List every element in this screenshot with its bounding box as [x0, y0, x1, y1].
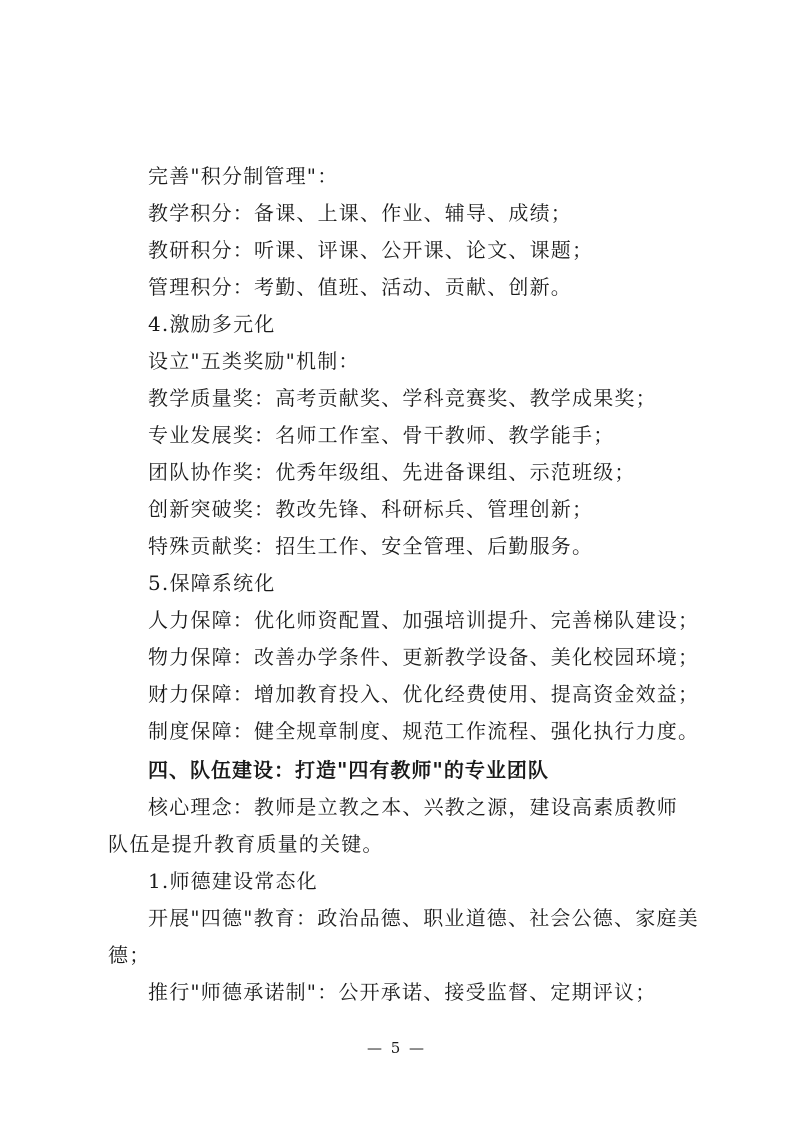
text-line: 设立"五类奖励"机制： — [148, 349, 360, 373]
section-subheading: 5.保障系统化 — [148, 571, 276, 595]
text-line: 完善"积分制管理"： — [148, 164, 339, 188]
page-number: — 5 — — [366, 1039, 427, 1057]
text-line: 核心理念：教师是立教之本、兴教之源，建设高素质教师 — [148, 795, 678, 819]
text-line: 专业发展奖：名师工作室、骨干教师、教学能手； — [148, 423, 615, 447]
text-line: 管理积分：考勤、值班、活动、贡献、创新。 — [148, 275, 572, 299]
section-subheading: 1.师德建设常态化 — [148, 869, 318, 893]
text-line: 财力保障：增加教育投入、优化经费使用、提高资金效益； — [148, 682, 700, 706]
text-line: 教学积分：备课、上课、作业、辅导、成绩； — [148, 201, 572, 225]
text-line: 特殊贡献奖：招生工作、安全管理、后勤服务。 — [148, 534, 594, 558]
text-line: 制度保障：健全规章制度、规范工作流程、强化执行力度。 — [148, 719, 700, 743]
text-line: 团队协作奖：优秀年级组、先进备课组、示范班级； — [148, 460, 636, 484]
text-line: 创新突破奖：教改先锋、科研标兵、管理创新； — [148, 497, 594, 521]
text-line: 教研积分：听课、评课、公开课、论文、课题； — [148, 238, 594, 262]
text-line: 推行"师德承诺制"：公开承诺、接受监督、定期评议； — [148, 980, 657, 1004]
text-line: 德； — [108, 943, 151, 967]
text-line: 物力保障：改善办学条件、更新教学设备、美化校园环境； — [148, 645, 700, 669]
section-subheading: 4.激励多元化 — [148, 312, 276, 336]
text-line: 开展"四德"教育：政治品德、职业道德、社会公德、家庭美 — [148, 906, 699, 930]
text-line: 队伍是提升教育质量的关键。 — [108, 832, 384, 856]
text-line: 教学质量奖：高考贡献奖、学科竞赛奖、教学成果奖； — [148, 386, 657, 410]
section-heading: 四、队伍建设：打造"四有教师"的专业团队 — [148, 758, 549, 782]
text-line: 人力保障：优化师资配置、加强培训提升、完善梯队建设； — [148, 608, 700, 632]
